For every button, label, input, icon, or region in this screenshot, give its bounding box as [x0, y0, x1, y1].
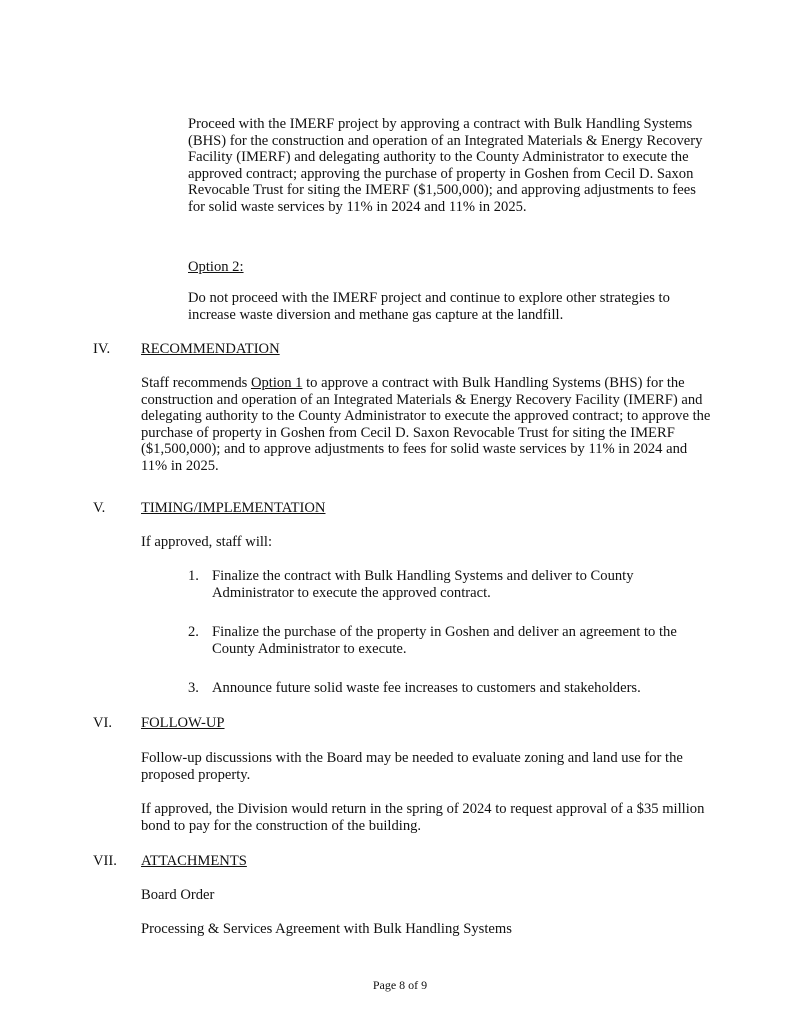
option1-paragraph: Proceed with the IMERF project by approving a contract with Bulk Handling Systems (BHS) for the construction and operation of an Integrated Materials & Energy Recovery Facility (IMERF) and delegating authority to the County Administrator to execute the approved contract; approving the purchase of property in Goshen from Cecil D. Saxon Revocable Trust for siting the IMERF ($1,500,000); and approving adjustments to fees for solid waste services by 11% in 2024 and 11% in 2025.: [188, 116, 703, 215]
section-vi-heading: FOLLOW-UP: [141, 715, 225, 731]
page-number: Page 8 of 9: [372, 978, 428, 992]
attachment-item: Board Order: [141, 887, 215, 903]
section-v-number: V.: [93, 500, 106, 516]
list-item-number: 2.: [188, 624, 199, 640]
followup-paragraph-1: Follow-up discussions with the Board may be needed to evaluate zoning and land use for the proposed property.: [141, 750, 683, 783]
list-item-text: Finalize the purchase of the property in Goshen and deliver an agreement to the County Administrator to execute.: [212, 624, 677, 657]
list-item-number: 3.: [188, 680, 199, 696]
attachment-item: Processing & Services Agreement with Bulk Handling Systems: [141, 921, 512, 937]
recommendation-text-start: Staff recommends: [141, 375, 251, 391]
option1-reference: Option 1: [250, 375, 303, 391]
recommendation-paragraph: [141, 375, 711, 475]
section-vii-heading: ATTACHMENTS: [141, 853, 247, 869]
section-vii-number: VII.: [93, 853, 117, 869]
list-item-number: 1.: [188, 568, 199, 584]
option2-label: Option 2:: [188, 259, 244, 275]
section-v-heading: TIMING/IMPLEMENTATION: [141, 500, 326, 516]
followup-paragraph-2: If approved, the Division would return in the spring of 2024 to request approval of a $35 million bond to pay for the construction of the building.: [141, 801, 705, 834]
section-vi-number: VI.: [93, 715, 113, 731]
section-iv-number: IV.: [93, 341, 111, 357]
recommendation-text-end: to approve a contract with Bulk Handling Systems (BHS) for the construction and operation of an Integrated Materials & Energy Recovery Facility (IMERF) and delegating authority to the County Administrator to execute the approved contract; to approve the purchase of property in Goshen from Cecil D. Saxon Revocable Trust for siting the IMERF ($1,500,000); and to approve adjustments to fees for solid waste services by 11% in 2024 and 11% in 2025.: [141, 375, 711, 474]
list-item-text: Announce future solid waste fee increases to customers and stakeholders.: [212, 680, 641, 696]
option2-paragraph: Do not proceed with the IMERF project and continue to explore other strategies to increase waste diversion and methane gas capture at the landfill.: [188, 290, 670, 323]
timing-intro: If approved, staff will:: [141, 534, 273, 550]
section-iv-heading: RECOMMENDATION: [141, 341, 280, 357]
list-item-text: Finalize the contract with Bulk Handling Systems and deliver to County Administrator to execute the approved contract.: [212, 568, 634, 601]
